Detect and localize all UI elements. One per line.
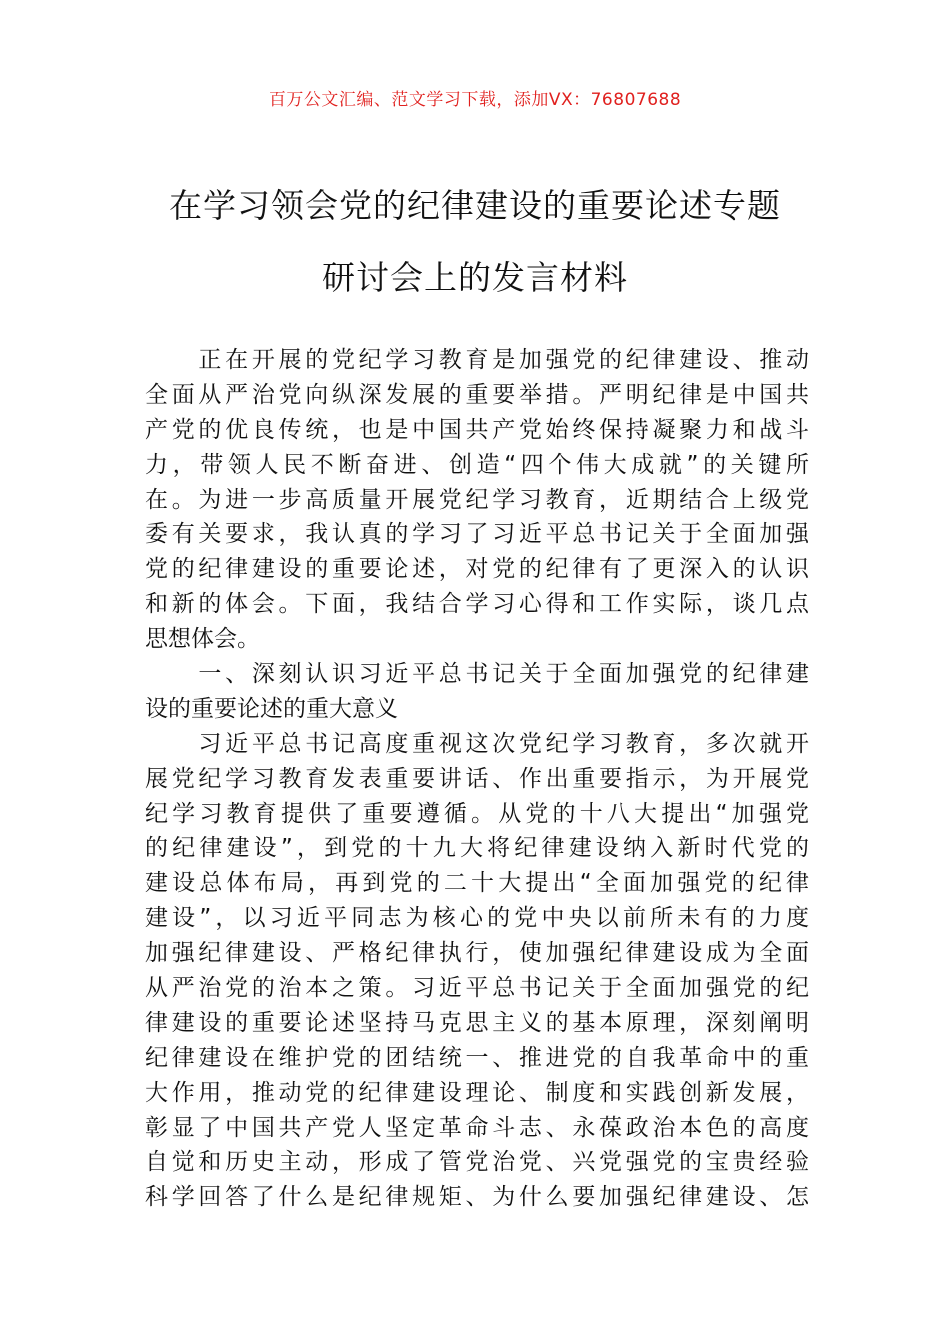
document-body xyxy=(145,343,809,1215)
body-line: 彰显了中国共产党人坚定革命斗志、永葆政治本色的高度 xyxy=(145,1114,809,1141)
body-line: 产党的优良传统，也是中国共产党始终保持凝聚力和战斗 xyxy=(145,416,809,443)
body-line: 和新的体会。下面，我结合学习心得和工作实际，谈几点 xyxy=(145,591,809,618)
body-line: 在。为进一步高质量开展党纪学习教育，近期结合上级党 xyxy=(145,486,809,513)
body-line: 自觉和历史主动，形成了管党治党、兴党强党的宝贵经验 xyxy=(145,1149,809,1176)
body-line: 大作用，推动党的纪律建设理论、制度和实践创新发展， xyxy=(145,1079,809,1106)
body-line: 建设”，以习近平同志为核心的党中央以前所未有的力度 xyxy=(145,905,809,932)
body-line: 科学回答了什么是纪律规矩、为什么要加强纪律建设、怎 xyxy=(145,1184,809,1211)
body-line: 委有关要求，我认真的学习了习近平总书记关于全面加强 xyxy=(145,521,809,548)
body-line: 全面从严治党向纵深发展的重要举措。严明纪律是中国共 xyxy=(145,381,809,408)
section-heading-line: 一、深刻认识习近平总书记关于全面加强党的纪律建 xyxy=(145,661,809,688)
body-line: 习近平总书记高度重视这次党纪学习教育，多次就开 xyxy=(145,730,809,757)
body-line: 纪学习教育提供了重要遵循。从党的十八大提出“加强党 xyxy=(145,800,809,827)
document-title-line-2: 研讨会上的发言材料 xyxy=(322,258,628,297)
body-line: 党的纪律建设的重要论述，对党的纪律有了更深入的认识 xyxy=(145,556,809,583)
section-heading-line: 设的重要论述的重大意义 xyxy=(145,695,398,722)
watermark-text: 百万公文汇编、范文学习下载，添加VX：76807688 xyxy=(268,90,682,110)
body-line: 正在开展的党纪学习教育是加强党的纪律建设、推动 xyxy=(145,347,809,373)
body-line: 建设总体布局，再到党的二十大提出“全面加强党的纪律 xyxy=(145,870,809,897)
body-line: 展党纪学习教育发表重要讲话、作出重要指示，为开展党 xyxy=(145,765,809,792)
body-line: 律建设的重要论述坚持马克思主义的基本原理，深刻阐明 xyxy=(145,1009,809,1036)
body-line: 思想体会。 xyxy=(145,626,260,653)
body-line: 从严治党的治本之策。习近平总书记关于全面加强党的纪 xyxy=(145,975,809,1002)
body-line: 纪律建设在维护党的团结统一、推进党的自我革命中的重 xyxy=(145,1044,809,1071)
body-line: 力，带领人民不断奋进、创造“四个伟大成就”的关键所 xyxy=(145,451,809,478)
body-line: 的纪律建设”，到党的十九大将纪律建设纳入新时代党的 xyxy=(145,835,809,862)
body-line: 加强纪律建设、严格纪律执行，使加强纪律建设成为全面 xyxy=(145,940,809,967)
document-title-line-1: 在学习领会党的纪律建设的重要论述专题 xyxy=(169,186,781,225)
